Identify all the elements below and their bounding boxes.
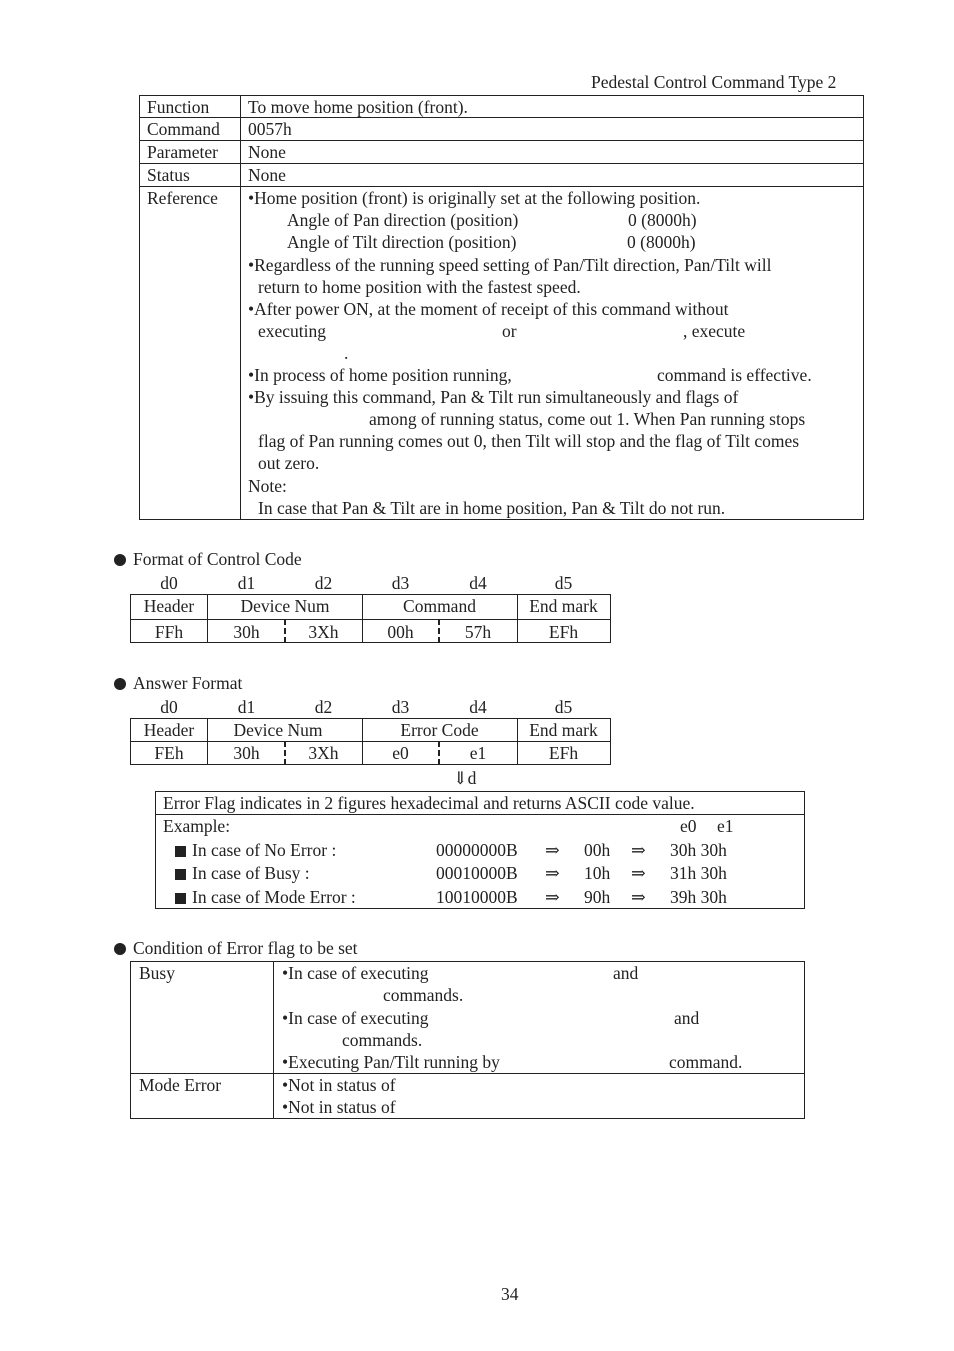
parameter-label: Parameter [147, 142, 218, 162]
square-bullet-icon [175, 869, 186, 880]
bullet-icon [114, 678, 126, 690]
square-bullet-icon [175, 893, 186, 904]
arrow-right-icon: ⇒ [545, 863, 560, 883]
status-label: Status [147, 165, 190, 185]
control-code-heading: Format of Control Code [114, 548, 302, 570]
function-label: Function [147, 97, 210, 117]
e1-column-label: e1 [717, 816, 734, 836]
arrow-right-icon: ⇒ [545, 840, 560, 860]
reference-label: Reference [147, 188, 218, 208]
bullet-icon [114, 554, 126, 566]
command-label: Command [147, 119, 220, 139]
answer-format-heading: Answer Format [114, 672, 242, 694]
parameter-value: None [248, 142, 286, 162]
arrow-right-icon: ⇒ [545, 887, 560, 907]
page-number: 34 [501, 1284, 519, 1304]
mode-error-label: Mode Error [139, 1075, 222, 1095]
down-arrow-icon: ⇓d [453, 768, 477, 788]
function-value: To move home position (front). [248, 97, 468, 117]
arrow-right-icon: ⇒ [631, 863, 646, 883]
running-title: Pedestal Control Command Type 2 [591, 72, 837, 92]
bullet-icon [114, 943, 126, 955]
arrow-right-icon: ⇒ [631, 840, 646, 860]
square-bullet-icon [175, 846, 186, 857]
status-value: None [248, 165, 286, 185]
arrow-right-icon: ⇒ [631, 887, 646, 907]
conditions-heading: Condition of Error flag to be set [114, 937, 358, 959]
error-flag-description: Error Flag indicates in 2 figures hexadecimal and returns ASCII code value. [163, 793, 695, 813]
example-label: Example: [163, 816, 231, 836]
command-value: 0057h [248, 119, 292, 139]
e0-column-label: e0 [680, 816, 697, 836]
busy-label: Busy [139, 963, 175, 983]
